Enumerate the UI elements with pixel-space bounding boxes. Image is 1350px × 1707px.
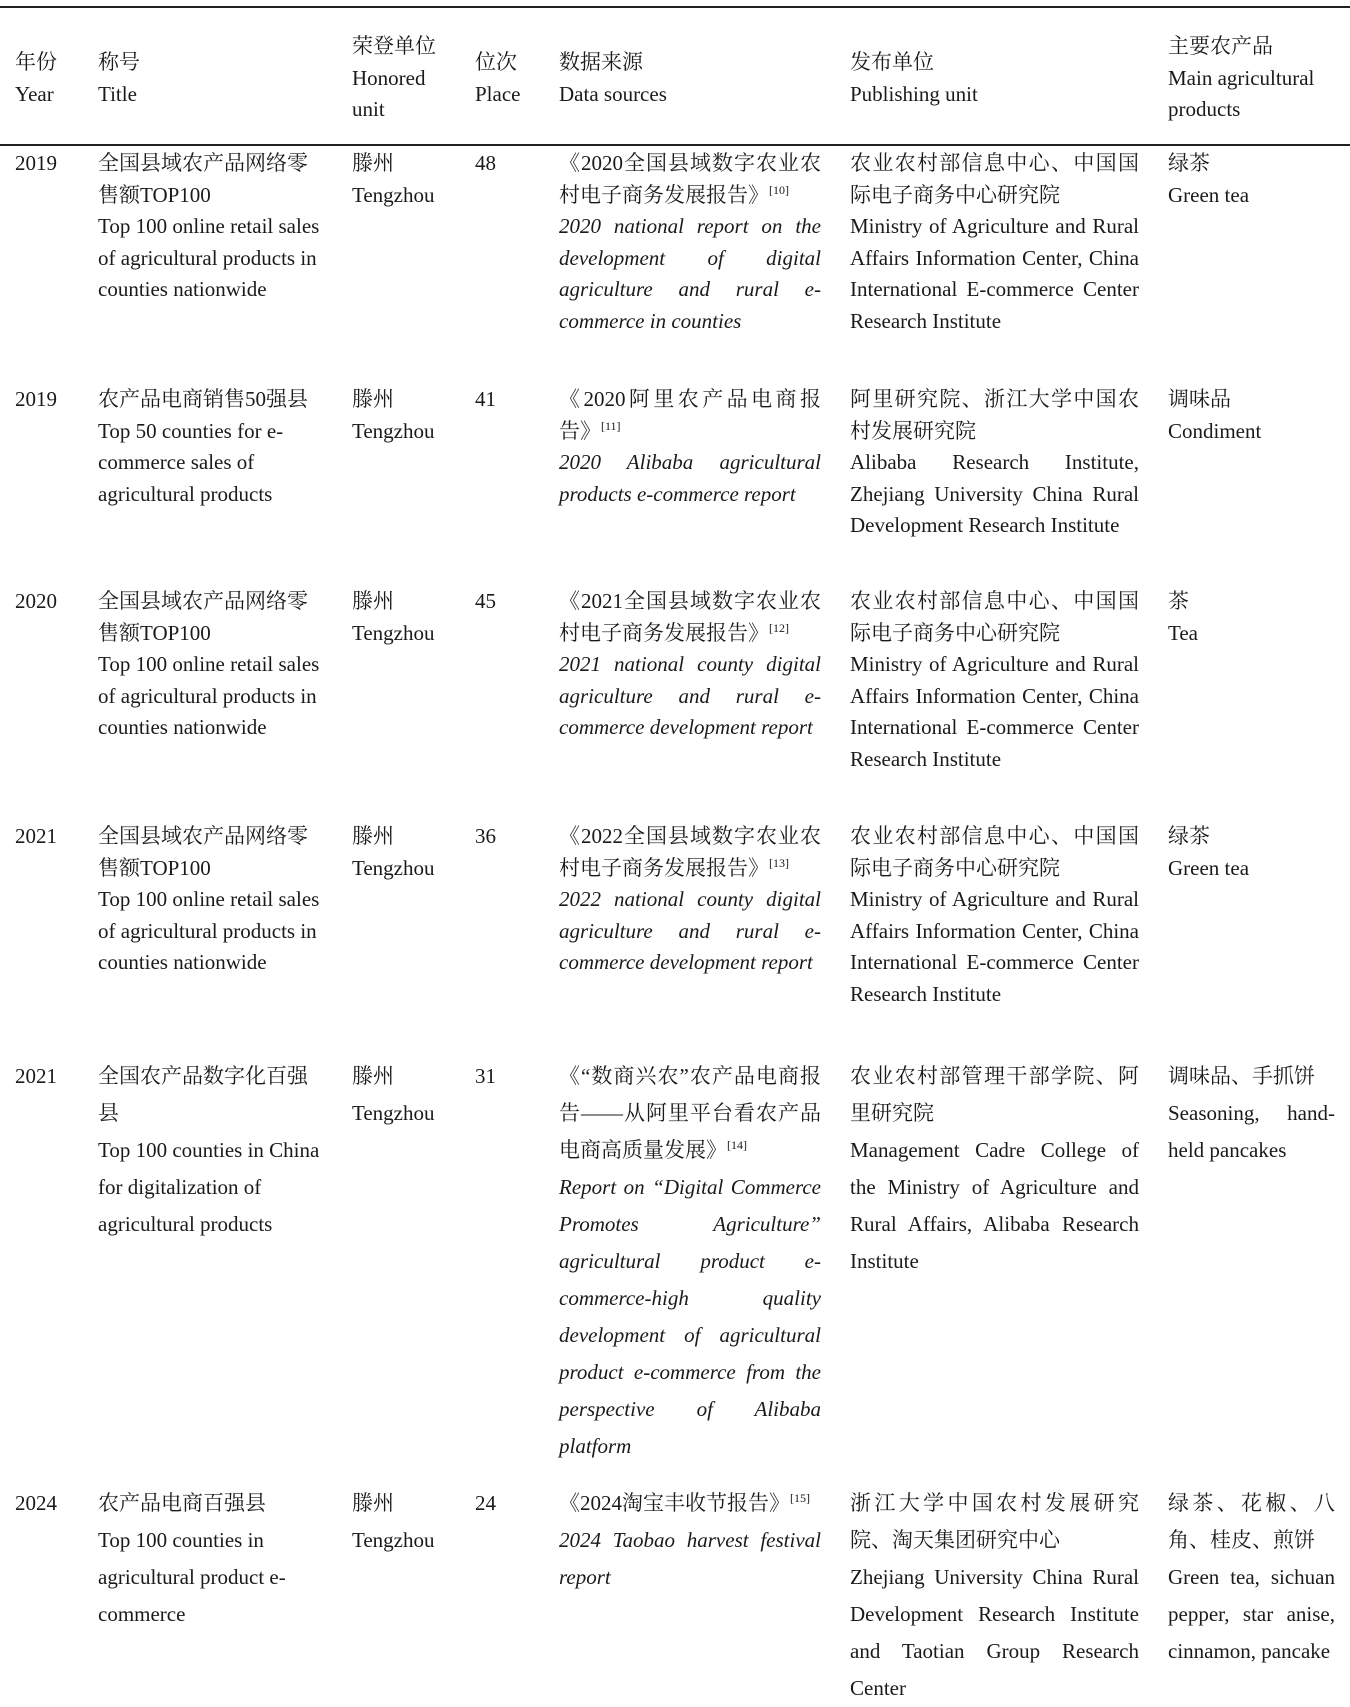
cell-products bbox=[1168, 1058, 1335, 1169]
unit-zh: 滕州 bbox=[352, 589, 394, 613]
products-zh: 茶 bbox=[1168, 589, 1189, 613]
title-en: Top 50 counties for e-commerce sales of agricultural products bbox=[98, 418, 284, 506]
title-zh: 全国农产品数字化百强县 bbox=[98, 1064, 308, 1125]
title-zh: 全国县域农产品网络零售额TOP100 bbox=[98, 151, 308, 207]
unit-zh: 滕州 bbox=[352, 1491, 394, 1515]
cell-products bbox=[1168, 1485, 1335, 1670]
cell-source bbox=[559, 384, 821, 510]
products-en: Condiment bbox=[1168, 418, 1262, 443]
header-year-en: Year bbox=[15, 81, 54, 106]
year-text: 2021 bbox=[15, 1064, 57, 1088]
place-text: 41 bbox=[475, 387, 496, 411]
source-zh: 《2024淘宝丰收节报告》 bbox=[559, 1491, 790, 1515]
table-header-rule bbox=[0, 144, 1350, 146]
cell-place bbox=[475, 148, 545, 180]
source-zh: 《2020全国县域数字农业农村电子商务发展报告》 bbox=[559, 151, 821, 207]
unit-en: Tengzhou bbox=[352, 1528, 435, 1552]
cell-publisher bbox=[850, 586, 1139, 775]
cell-publisher bbox=[850, 1058, 1139, 1280]
place-text: 31 bbox=[475, 1064, 496, 1088]
publisher-zh: 浙江大学中国农村发展研究院、淘天集团研究中心 bbox=[850, 1491, 1139, 1552]
cell-title bbox=[98, 821, 320, 979]
cell-place bbox=[475, 1058, 545, 1095]
cell-source bbox=[559, 1485, 821, 1596]
publisher-zh: 农业农村部管理干部学院、阿里研究院 bbox=[850, 1064, 1139, 1125]
products-zh: 绿茶 bbox=[1168, 824, 1210, 848]
cell-place bbox=[475, 1485, 545, 1522]
place-text: 24 bbox=[475, 1491, 496, 1515]
header-title bbox=[98, 47, 320, 110]
cell-publisher bbox=[850, 148, 1139, 337]
title-zh: 全国县域农产品网络零售额TOP100 bbox=[98, 589, 308, 645]
products-zh: 绿茶、花椒、八角、桂皮、煎饼 bbox=[1168, 1491, 1335, 1552]
header-products-zh: 主要农产品 bbox=[1168, 34, 1273, 58]
cell-year bbox=[15, 586, 85, 618]
publisher-en: Ministry of Agriculture and Rural Affairs Information Center, China International E-commerce Center Research Institute bbox=[850, 652, 1139, 771]
source-en: 2024 Taobao harvest festival report bbox=[559, 1528, 821, 1589]
products-zh: 调味品、手抓饼 bbox=[1168, 1064, 1315, 1088]
unit-en: Tengzhou bbox=[352, 182, 435, 207]
cell-year bbox=[15, 148, 85, 180]
cell-products bbox=[1168, 384, 1335, 447]
cell-publisher bbox=[850, 821, 1139, 1010]
source-reference: [13] bbox=[769, 855, 789, 870]
cell-title bbox=[98, 148, 320, 306]
year-text: 2019 bbox=[15, 151, 57, 175]
cell-source bbox=[559, 1058, 821, 1465]
cell-title bbox=[98, 586, 320, 744]
publisher-en: Zhejiang University China Rural Development Research Institute and Taotian Group Research Center bbox=[850, 1565, 1139, 1700]
header-publisher-zh: 发布单位 bbox=[850, 50, 934, 74]
cell-year bbox=[15, 1058, 85, 1095]
source-reference: [10] bbox=[769, 182, 789, 197]
cell-source bbox=[559, 586, 821, 744]
header-unit bbox=[352, 31, 452, 126]
cell-place bbox=[475, 586, 545, 618]
cell-place bbox=[475, 384, 545, 416]
products-zh: 绿茶 bbox=[1168, 151, 1210, 175]
title-en: Top 100 online retail sales of agricultural products in counties nationwide bbox=[98, 887, 320, 974]
header-publisher bbox=[850, 47, 1139, 110]
year-text: 2021 bbox=[15, 824, 57, 848]
cell-title bbox=[98, 384, 320, 510]
year-text: 2024 bbox=[15, 1491, 57, 1515]
header-title-en: Title bbox=[98, 81, 137, 106]
title-zh: 农产品电商销售50强县 bbox=[98, 387, 308, 411]
cell-unit bbox=[352, 148, 462, 211]
unit-en: Tengzhou bbox=[352, 855, 435, 880]
cell-year bbox=[15, 821, 85, 853]
source-reference: [14] bbox=[727, 1138, 747, 1152]
cell-source bbox=[559, 821, 821, 979]
products-zh: 调味品 bbox=[1168, 387, 1231, 411]
title-en: Top 100 online retail sales of agricultural products in counties nationwide bbox=[98, 214, 320, 301]
cell-products bbox=[1168, 586, 1335, 649]
cell-products bbox=[1168, 821, 1335, 884]
header-source bbox=[559, 47, 821, 110]
source-en: Report on “Digital Commerce Promotes Agriculture” agricultural product e-commerce-high quality development of agricultural product e-commerce from the perspective of Alibaba platform bbox=[559, 1175, 821, 1458]
header-publisher-en: Publishing unit bbox=[850, 81, 978, 106]
products-en: Green tea, sichuan pepper, star anise, cinnamon, pancake bbox=[1168, 1565, 1335, 1663]
cell-place bbox=[475, 821, 545, 853]
cell-products bbox=[1168, 148, 1335, 211]
header-products bbox=[1168, 31, 1335, 126]
header-place-zh: 位次 bbox=[475, 50, 517, 74]
header-place-en: Place bbox=[475, 81, 521, 106]
cell-publisher bbox=[850, 1485, 1139, 1707]
cell-publisher bbox=[850, 384, 1139, 542]
source-reference: [12] bbox=[769, 620, 789, 635]
products-en: Seasoning, hand-held pancakes bbox=[1168, 1101, 1335, 1162]
publisher-zh: 农业农村部信息中心、中国国际电子商务中心研究院 bbox=[850, 151, 1139, 207]
source-zh: 《2022全国县域数字农业农村电子商务发展报告》 bbox=[559, 824, 821, 880]
publisher-zh: 农业农村部信息中心、中国国际电子商务中心研究院 bbox=[850, 824, 1139, 880]
cell-title bbox=[98, 1485, 320, 1633]
source-zh: 《2020阿里农产品电商报告》 bbox=[559, 387, 821, 443]
header-place bbox=[475, 47, 545, 110]
header-year bbox=[15, 47, 85, 110]
unit-en: Tengzhou bbox=[352, 1101, 435, 1125]
products-en: Green tea bbox=[1168, 182, 1250, 207]
cell-title bbox=[98, 1058, 320, 1243]
place-text: 36 bbox=[475, 824, 496, 848]
header-title-zh: 称号 bbox=[98, 50, 140, 74]
cell-year bbox=[15, 1485, 85, 1522]
unit-en: Tengzhou bbox=[352, 620, 435, 645]
unit-zh: 滕州 bbox=[352, 387, 394, 411]
header-unit-en: Honored unit bbox=[352, 65, 426, 121]
publisher-en: Management Cadre College of the Ministry of Agriculture and Rural Affairs, Alibaba Research Institute bbox=[850, 1138, 1139, 1273]
year-text: 2019 bbox=[15, 387, 57, 411]
publisher-en: Ministry of Agriculture and Rural Affairs Information Center, China International E-commerce Center Research Institute bbox=[850, 214, 1139, 333]
place-text: 48 bbox=[475, 151, 496, 175]
header-source-en: Data sources bbox=[559, 81, 667, 106]
products-en: Green tea bbox=[1168, 855, 1250, 880]
header-unit-zh: 荣登单位 bbox=[352, 34, 436, 58]
unit-zh: 滕州 bbox=[352, 824, 394, 848]
title-en: Top 100 counties in agricultural product e-commerce bbox=[98, 1528, 286, 1626]
publisher-zh: 农业农村部信息中心、中国国际电子商务中心研究院 bbox=[850, 589, 1139, 645]
title-en: Top 100 online retail sales of agricultural products in counties nationwide bbox=[98, 652, 320, 739]
source-en: 2020 Alibaba agricultural products e-commerce report bbox=[559, 450, 821, 506]
unit-zh: 滕州 bbox=[352, 151, 394, 175]
table-top-rule bbox=[0, 6, 1350, 8]
source-reference: [15] bbox=[790, 1491, 810, 1505]
source-en: 2020 national report on the development of digital agriculture and rural e-commerce in counties bbox=[559, 214, 821, 333]
cell-unit bbox=[352, 1485, 462, 1559]
year-text: 2020 bbox=[15, 589, 57, 613]
title-en: Top 100 counties in China for digitalization of agricultural products bbox=[98, 1138, 320, 1236]
header-year-zh: 年份 bbox=[15, 50, 57, 74]
publisher-en: Alibaba Research Institute, Zhejiang University China Rural Development Research Institute bbox=[850, 450, 1139, 537]
source-reference: [11] bbox=[601, 418, 621, 433]
cell-source bbox=[559, 148, 821, 337]
unit-en: Tengzhou bbox=[352, 418, 435, 443]
publisher-zh: 阿里研究院、浙江大学中国农村发展研究院 bbox=[850, 387, 1139, 443]
products-en: Tea bbox=[1168, 620, 1199, 645]
cell-unit bbox=[352, 586, 462, 649]
source-en: 2021 national county digital agriculture and rural e-commerce development report bbox=[559, 652, 821, 739]
title-zh: 全国县域农产品网络零售额TOP100 bbox=[98, 824, 308, 880]
title-zh: 农产品电商百强县 bbox=[98, 1491, 266, 1515]
unit-zh: 滕州 bbox=[352, 1064, 394, 1088]
cell-year bbox=[15, 384, 85, 416]
source-zh: 《“数商兴农”农产品电商报告——从阿里平台看农产品电商高质量发展》 bbox=[559, 1064, 821, 1162]
cell-unit bbox=[352, 1058, 462, 1132]
publisher-en: Ministry of Agriculture and Rural Affairs Information Center, China International E-commerce Center Research Institute bbox=[850, 887, 1139, 1006]
source-zh: 《2021全国县域数字农业农村电子商务发展报告》 bbox=[559, 589, 821, 645]
cell-unit bbox=[352, 384, 462, 447]
source-en: 2022 national county digital agriculture and rural e-commerce development report bbox=[559, 887, 821, 974]
header-products-en: Main agricultural products bbox=[1168, 65, 1315, 121]
cell-unit bbox=[352, 821, 462, 884]
header-source-zh: 数据来源 bbox=[559, 50, 643, 74]
place-text: 45 bbox=[475, 589, 496, 613]
